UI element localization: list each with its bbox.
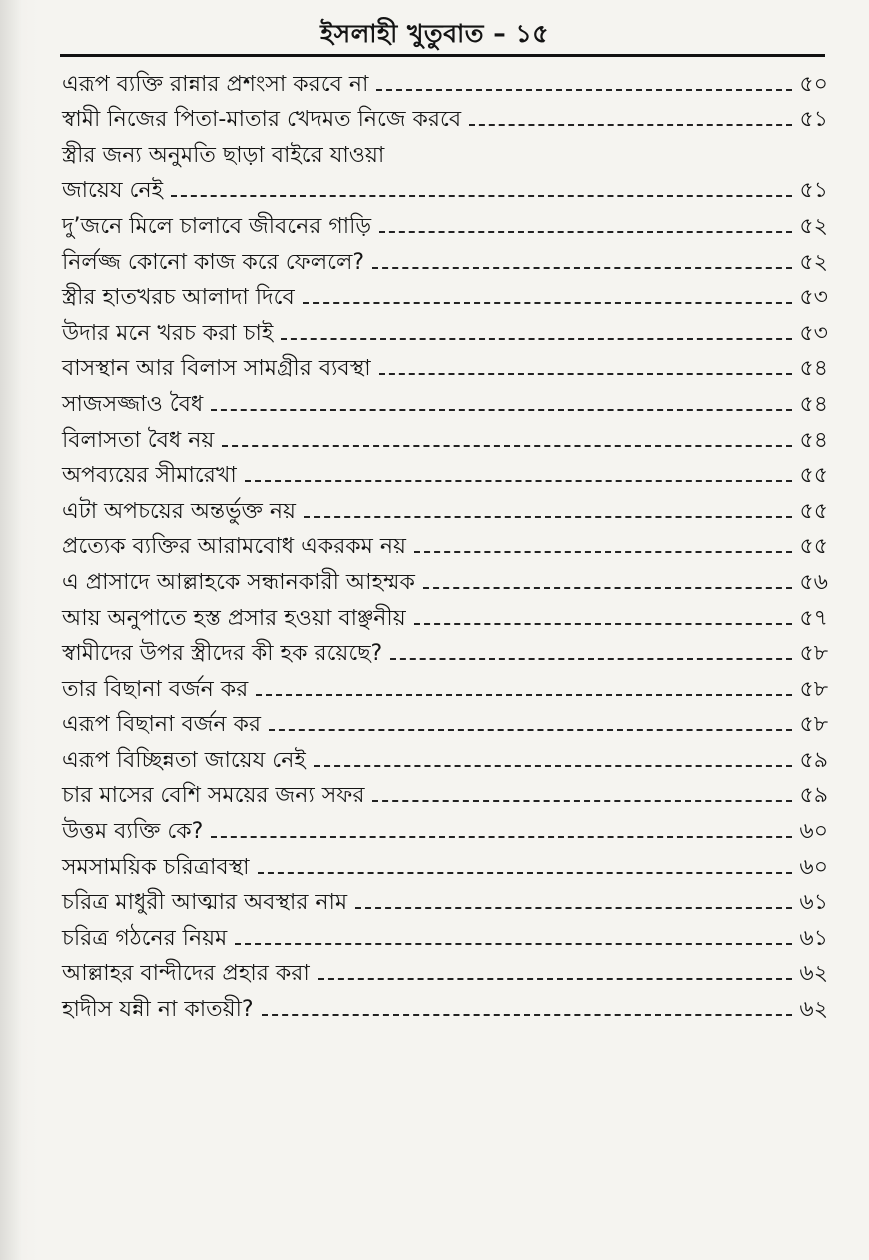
toc-entry bbox=[62, 242, 828, 278]
toc-entry-title: স্ত্রীর জন্য অনুমতি ছাড়া বাইরে যাওয়া bbox=[62, 142, 385, 168]
toc-entry-title: হাদীস যন্নী না কাতয়ী? bbox=[62, 997, 254, 1023]
toc-entry-page-number: ৫১ bbox=[799, 107, 828, 133]
toc-entry-page-number: ৫৫ bbox=[799, 534, 828, 560]
toc-dash-leader bbox=[379, 373, 792, 375]
toc-entry-title: বিলাসতা বৈধ নয় bbox=[62, 427, 215, 453]
toc-dash-leader bbox=[281, 338, 792, 340]
toc-dash-leader bbox=[303, 302, 792, 304]
toc-entry-title: উদার মনে খরচ করা চাই bbox=[62, 320, 274, 346]
toc-entry-page-number: ৫৪ bbox=[799, 427, 828, 453]
toc-entry bbox=[62, 705, 828, 741]
toc-dash-leader bbox=[222, 445, 792, 447]
toc-entry-title: স্ত্রীর হাতখরচ আলাদা দিবে bbox=[62, 285, 295, 311]
toc-entry bbox=[62, 847, 828, 883]
toc-entry-title: এটা অপচয়ের অন্তর্ভুক্ত নয় bbox=[62, 498, 296, 524]
toc-entry bbox=[62, 989, 828, 1025]
toc-dash-leader bbox=[262, 1014, 792, 1016]
toc-dash-leader bbox=[390, 658, 792, 660]
toc-entry-title: স্বামীদের উপর স্ত্রীদের কী হক রয়েছে? bbox=[62, 641, 383, 667]
toc-entry-page-number: ৫১ bbox=[799, 178, 828, 204]
toc-dash-leader bbox=[269, 729, 792, 731]
toc-entry-page-number: ৬১ bbox=[799, 925, 828, 951]
toc-entry-title: আল্লাহর বান্দীদের প্রহার করা bbox=[62, 961, 310, 987]
toc-entry-page-number: ৬১ bbox=[799, 890, 828, 916]
toc-entry-page-number: ৫৯ bbox=[799, 783, 828, 809]
toc-entry bbox=[62, 740, 828, 776]
toc-entry-title: সমসাময়িক চরিত্রাবস্থা bbox=[62, 854, 250, 880]
toc-entry bbox=[62, 598, 828, 634]
toc-entry bbox=[62, 64, 828, 100]
toc-entry bbox=[62, 135, 828, 171]
toc-dash-leader bbox=[211, 836, 792, 838]
toc-entry bbox=[62, 100, 828, 136]
toc-entry bbox=[62, 883, 828, 919]
toc-entry-title: চার মাসের বেশি সময়ের জন্য সফর bbox=[62, 783, 365, 809]
toc-dash-leader bbox=[258, 872, 792, 874]
toc-dash-leader bbox=[423, 587, 792, 589]
toc-entry bbox=[62, 278, 828, 314]
toc-entry-title: প্রত্যেক ব্যক্তির আরামবোধ একরকম নয় bbox=[62, 534, 406, 560]
toc-dash-leader bbox=[256, 694, 792, 696]
toc-entry-title: তার বিছানা বর্জন কর bbox=[62, 676, 249, 702]
toc-entry-page-number: ৫৯ bbox=[799, 747, 828, 773]
toc-dash-leader bbox=[245, 480, 792, 482]
toc-entry-page-number: ৫৪ bbox=[799, 391, 828, 417]
toc-entry-page-number: ৬২ bbox=[799, 961, 828, 987]
toc-dash-leader bbox=[469, 124, 792, 126]
toc-dash-leader bbox=[304, 516, 792, 518]
toc-entry-page-number: ৬২ bbox=[799, 997, 828, 1023]
toc-entry-title: এরূপ বিছানা বর্জন কর bbox=[62, 712, 261, 738]
toc-entry-page-number: ৫৮ bbox=[799, 641, 828, 667]
toc-entry-page-number: ৫৫ bbox=[799, 463, 828, 489]
toc-entry-title: উত্তম ব্যক্তি কে? bbox=[62, 819, 204, 845]
toc-dash-leader bbox=[372, 267, 792, 269]
toc-entry-title: এরূপ বিচ্ছিন্নতা জায়েয নেই bbox=[62, 747, 306, 773]
toc-entry-title: স্বামী নিজের পিতা-মাতার খেদমত নিজে করবে bbox=[62, 107, 462, 133]
header-rule bbox=[60, 54, 825, 57]
toc-entry bbox=[62, 562, 828, 598]
toc-dash-leader bbox=[235, 943, 792, 945]
toc-dash-leader bbox=[211, 409, 792, 411]
toc-dash-leader bbox=[414, 551, 792, 553]
toc-entry-page-number: ৫৪ bbox=[799, 356, 828, 382]
toc-entry-page-number: ৫২ bbox=[799, 213, 828, 239]
toc-entry bbox=[62, 420, 828, 456]
toc-entry bbox=[62, 634, 828, 670]
toc-entry bbox=[62, 954, 828, 990]
toc-entry-page-number: ৫০ bbox=[799, 71, 828, 97]
toc-dash-leader bbox=[372, 800, 792, 802]
toc-entry bbox=[62, 776, 828, 812]
toc-entry-page-number: ৫৩ bbox=[799, 320, 828, 346]
toc-entry bbox=[62, 811, 828, 847]
toc-dash-leader bbox=[171, 195, 792, 197]
toc-entry bbox=[62, 918, 828, 954]
toc-entry-title: নির্লজ্জ কোনো কাজ করে ফেললে? bbox=[62, 249, 365, 275]
toc-entry bbox=[62, 206, 828, 242]
toc-entry-page-number: ৫৭ bbox=[799, 605, 828, 631]
toc-entry-title: আয় অনুপাতে হস্ত প্রসার হওয়া বাঞ্ছনীয় bbox=[62, 605, 406, 631]
toc-entry bbox=[62, 527, 828, 563]
toc-entry-page-number: ৫৫ bbox=[799, 498, 828, 524]
toc-dash-leader bbox=[355, 907, 792, 909]
toc-entry-page-number: ৫৬ bbox=[799, 569, 828, 595]
toc-entry-title: জায়েয নেই bbox=[62, 178, 164, 204]
toc-dash-leader bbox=[414, 623, 792, 625]
toc-dash-leader bbox=[314, 765, 792, 767]
toc-dash-leader bbox=[318, 978, 792, 980]
toc-entry-page-number: ৫২ bbox=[799, 249, 828, 275]
toc-entry-title: দু’জনে মিলে চালাবে জীবনের গাড়ি bbox=[62, 213, 372, 239]
toc-dash-leader bbox=[376, 89, 792, 91]
toc-entry-title: বাসস্থান আর বিলাস সামগ্রীর ব্যবস্থা bbox=[62, 356, 371, 382]
toc-entry-title: এরূপ ব্যক্তি রান্নার প্রশংসা করবে না bbox=[62, 71, 369, 97]
toc-entry-page-number: ৫৮ bbox=[799, 712, 828, 738]
toc-entry bbox=[62, 171, 828, 207]
toc-dash-leader bbox=[379, 231, 792, 233]
toc-entry-title: চরিত্র গঠনের নিয়ম bbox=[62, 925, 228, 951]
toc-entry bbox=[62, 384, 828, 420]
toc-entry-page-number: ৫৮ bbox=[799, 676, 828, 702]
page-header-title: ইসলাহী খুতুবাত – ১৫ bbox=[320, 19, 549, 48]
toc-entry bbox=[62, 313, 828, 349]
toc-entry-title: চরিত্র মাধুরী আত্মার অবস্থার নাম bbox=[62, 890, 348, 916]
toc-entry-page-number: ৬০ bbox=[799, 819, 828, 845]
toc-entry-title: অপব্যয়ের সীমারেখা bbox=[62, 463, 237, 489]
toc-entry bbox=[62, 349, 828, 385]
toc-entry bbox=[62, 669, 828, 705]
toc-entry bbox=[62, 456, 828, 492]
toc-entry-page-number: ৬০ bbox=[799, 854, 828, 880]
toc-entry-title: এ প্রাসাদে আল্লাহকে সন্ধানকারী আহম্মক bbox=[62, 569, 415, 595]
toc-entry bbox=[62, 491, 828, 527]
table-of-contents bbox=[62, 64, 828, 1025]
toc-entry-page-number: ৫৩ bbox=[799, 285, 828, 311]
toc-entry-title: সাজসজ্জাও বৈধ bbox=[62, 391, 204, 417]
